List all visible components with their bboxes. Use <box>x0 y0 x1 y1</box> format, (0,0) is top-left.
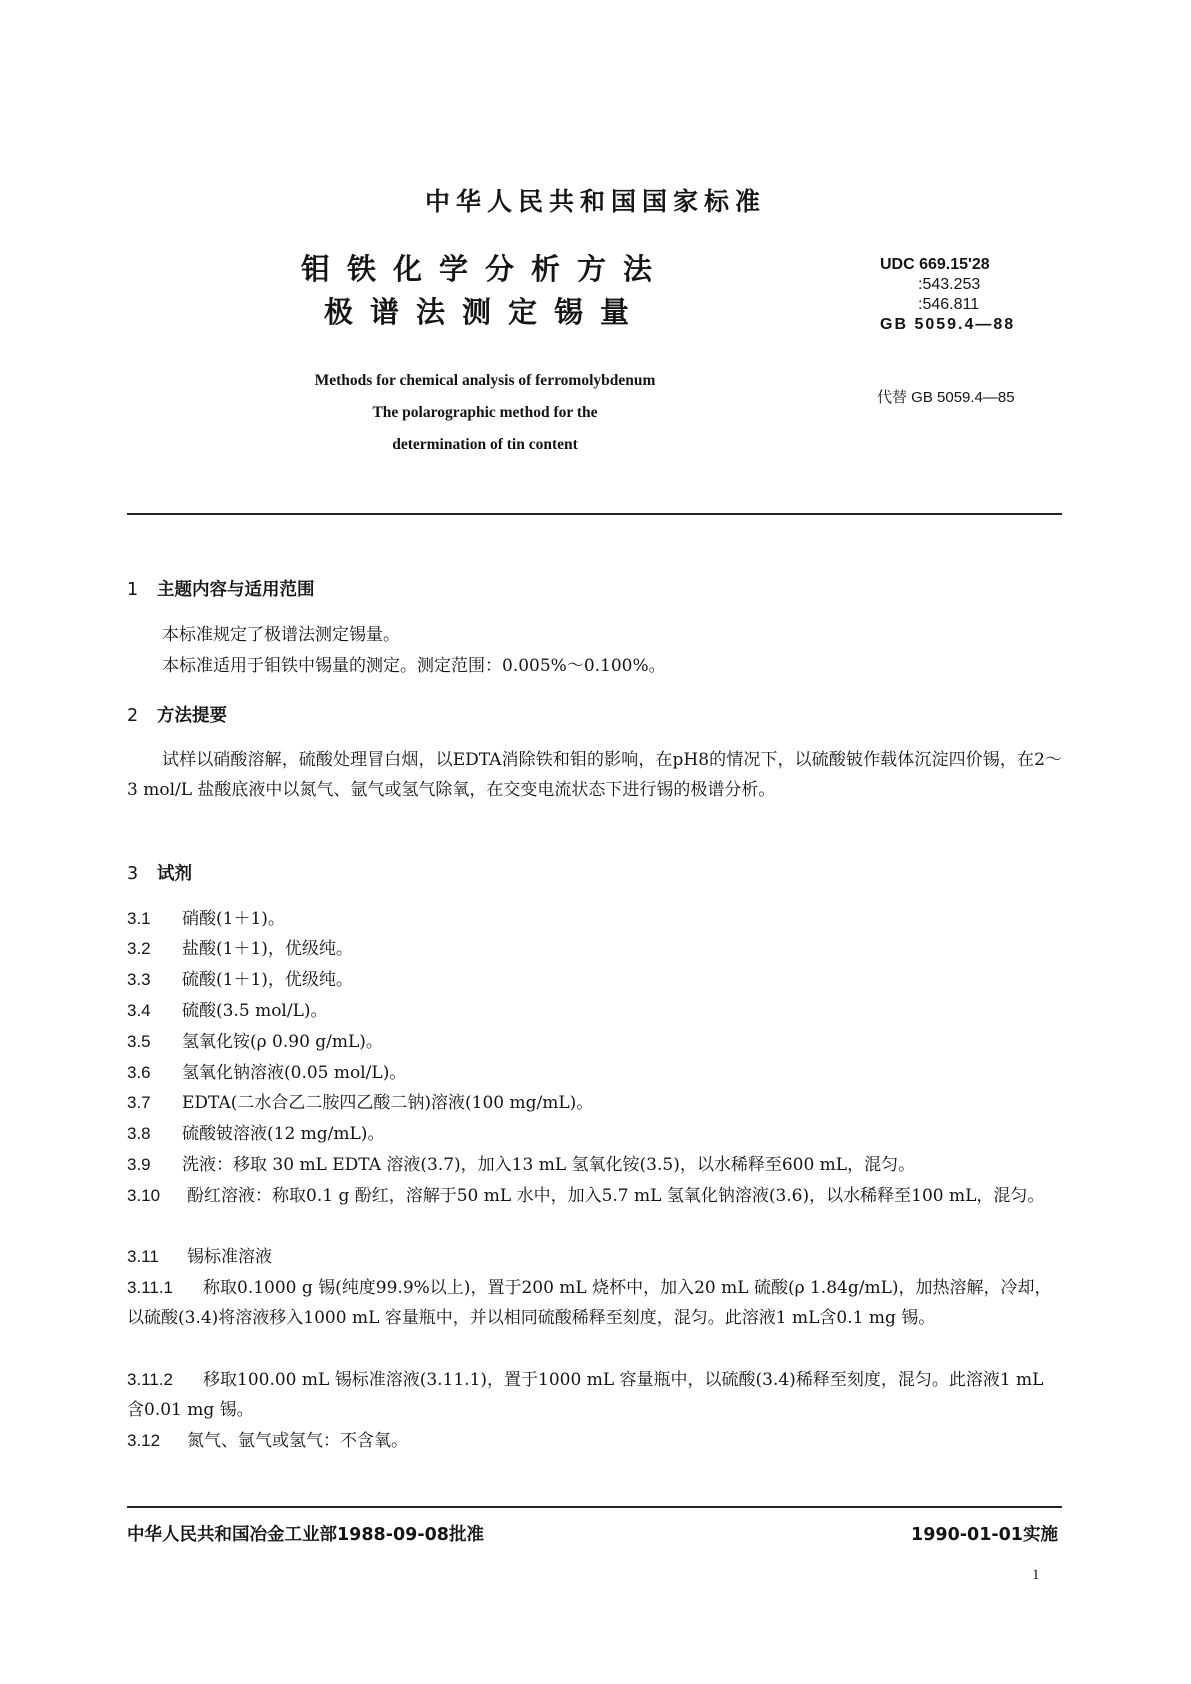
english-title-line-1: Methods for chemical analysis of ferromolybdenum <box>314 372 656 389</box>
effective-date: 1990-01-01实施 <box>911 1525 1058 1545</box>
list-item <box>127 1027 1062 1057</box>
item-text: 硫酸(3.5 mol/L)。 <box>182 1001 328 1021</box>
list-item <box>127 1119 1062 1149</box>
item-text: 氢氧化钠溶液(0.05 mol/L)。 <box>182 1063 407 1083</box>
item-number: 3.11.2 <box>127 1370 174 1389</box>
english-title-line-2: The polarographic method for the <box>372 404 598 421</box>
item-number: 3.11 <box>127 1247 159 1266</box>
page-number: 1 <box>1032 1567 1040 1583</box>
list-item <box>127 1426 1062 1456</box>
list-item <box>127 934 1062 964</box>
item-number: 3.3 <box>127 970 151 989</box>
item-text: 硫酸(1＋1)，优级纯。 <box>182 970 353 990</box>
item-text: 硝酸(1＋1)。 <box>182 909 285 929</box>
list-item <box>127 1181 1062 1211</box>
item-number: 3.5 <box>127 1032 151 1051</box>
item-text: EDTA(二水合乙二胺四乙酸二钠)溶液(100 mg/mL)。 <box>182 1093 594 1113</box>
item-number: 3.6 <box>127 1063 151 1082</box>
section-number: 3 <box>127 864 139 884</box>
section-title: 主题内容与适用范围 <box>157 580 315 600</box>
list-item <box>127 996 1062 1026</box>
section-2-paragraph: 试样以硝酸溶解，硫酸处理冒白烟，以EDTA消除铁和钼的影响，在pH8的情况下，以硫酸铍作载体沉淀四价锡，在2～3 mol/L 盐酸底液中以氮气、氩气或氢气除氧，在交变电流状态下进行锡的极谱分析。 <box>127 750 1062 800</box>
list-item <box>127 1365 1062 1425</box>
item-number: 3.11.1 <box>127 1278 174 1297</box>
item-text: 锡标准溶液 <box>187 1247 272 1267</box>
section-1-paragraph-2: 本标准适用于钼铁中锡量的测定。测定范围：0.005%～0.100%。 <box>162 656 666 676</box>
document-title-line-2: 极谱法测定锡量 <box>323 295 646 329</box>
item-number: 3.7 <box>127 1093 151 1112</box>
list-item <box>127 904 1062 934</box>
country-standard-title: 中华人民共和国国家标准 <box>424 187 766 216</box>
item-number: 3.10 <box>127 1186 161 1205</box>
document-title-line-1: 钼铁化学分析方法 <box>300 252 669 286</box>
item-text: 盐酸(1＋1)，优级纯。 <box>182 939 353 959</box>
approval-statement: 中华人民共和国冶金工业部1988-09-08批准 <box>127 1525 484 1545</box>
udc-classification <box>880 255 1015 335</box>
list-item <box>127 1242 1062 1272</box>
section-3-heading <box>127 860 192 885</box>
section-title: 方法提要 <box>157 706 227 726</box>
udc-line-1: UDC 669.15'28 <box>880 256 990 273</box>
item-text: 硫酸铍溶液(12 mg/mL)。 <box>182 1124 385 1144</box>
header-divider <box>127 513 1062 515</box>
section-title: 试剂 <box>157 864 192 884</box>
item-text: 氮气、氩气或氢气：不含氧。 <box>187 1431 408 1451</box>
item-text: 氢氧化铵(ρ 0.90 g/mL)。 <box>182 1032 383 1052</box>
item-number: 3.1 <box>127 909 151 928</box>
item-number: 3.4 <box>127 1001 151 1020</box>
section-number: 1 <box>127 580 139 600</box>
item-number: 3.12 <box>127 1431 161 1450</box>
list-item <box>127 965 1062 995</box>
item-number: 3.8 <box>127 1124 151 1143</box>
english-title-line-3: determination of tin content <box>392 436 578 453</box>
item-number: 3.2 <box>127 939 151 958</box>
udc-line-3: :546.811 <box>918 296 980 313</box>
footer-divider <box>127 1506 1062 1508</box>
replaces-standard: 代替 GB 5059.4—85 <box>877 389 1015 406</box>
section-1-heading <box>127 576 315 601</box>
list-item <box>127 1273 1062 1333</box>
section-2-heading <box>127 702 227 727</box>
section-1-paragraph-1: 本标准规定了极谱法测定锡量。 <box>162 625 400 645</box>
udc-line-2: :543.253 <box>918 276 981 293</box>
section-number: 2 <box>127 706 139 726</box>
item-text: 洗液：移取 30 mL EDTA 溶液(3.7)，加入13 mL 氢氧化铵(3.5)，以水稀释至600 mL，混匀。 <box>182 1155 916 1175</box>
item-text: 移取100.00 mL 锡标准溶液(3.11.1)，置于1000 mL 容量瓶中，以硫酸(3.4)稀释至刻度，混匀。此溶液1 mL 含0.01 mg 锡。 <box>127 1370 1044 1420</box>
list-item <box>127 1088 1062 1118</box>
item-number: 3.9 <box>127 1155 151 1174</box>
item-text: 酚红溶液：称取0.1 g 酚红，溶解于50 mL 水中，加入5.7 mL 氢氧化钠溶液(3.6)，以水稀释至100 mL，混匀。 <box>187 1186 1045 1206</box>
list-item <box>127 1150 1062 1180</box>
item-text: 称取0.1000 g 锡(纯度99.9%以上)，置于200 mL 烧杯中，加入20 mL 硫酸(ρ 1.84g/mL)，加热溶解，冷却，以硫酸(3.4)将溶液移入1000 mL 容量瓶中，并以相同硫酸稀释至刻度，混匀。此溶液1 mL含0.1 mg 锡。 <box>127 1278 1052 1328</box>
list-item <box>127 1058 1062 1088</box>
gb-number: GB 5059.4—88 <box>880 316 1016 333</box>
